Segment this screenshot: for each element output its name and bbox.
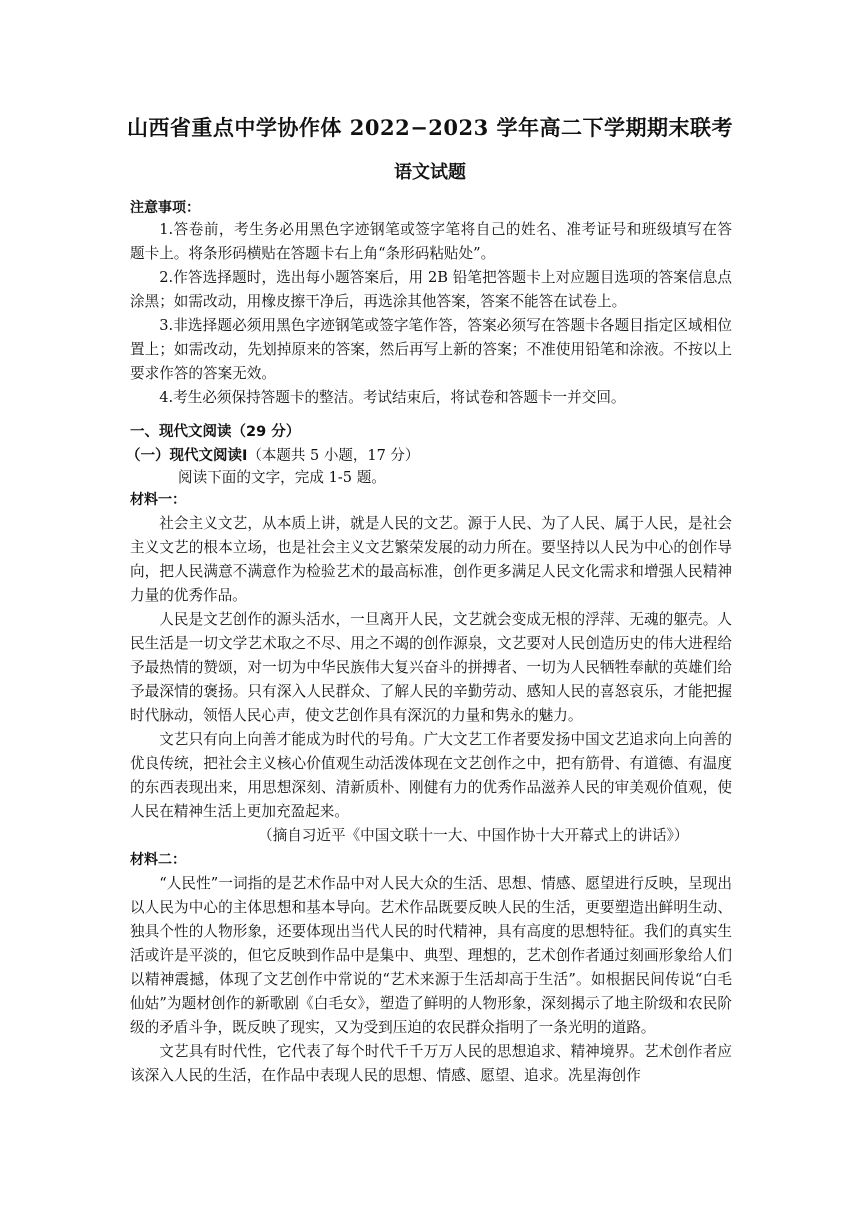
subsection-note: （本题共 5 小题，17 分） — [247, 448, 420, 464]
subsection-heading — [126, 444, 728, 468]
paragraph: “人民性”一词指的是艺术作品中对人民大众的生活、思想、情感、愿望进行反映，呈现出以人民为中心的主体思想和基本导向。艺术作品既要反映人民的生活，更要塑造出鲜明生动、独具个性的人物形象，还要体现出当代人民的时代精神，具有高度的思想特征。我们的真实生活或许是平淡的，但它反映到作品中是集中、典型、理想的，艺术创作者通过刻画形象给人们以精神震撼，体现了文艺创作中常说的“艺术来源于生活却高于生活”。如根据民间传说“白毛仙姑”为题材创作的新歌剧《白毛女》，塑造了鲜明的人物形象，深刻揭示了地主阶级和农民阶级的矛盾斗争，既反映了现实，又为受到压迫的农民群众指明了一条光明的道路。 — [130, 875, 732, 1036]
section-heading: 一、现代文阅读（29 分） — [130, 424, 301, 440]
subsection-title: （一）现代文阅读Ⅰ — [126, 448, 248, 464]
paragraph: 人民是文艺创作的源头活水，一旦离开人民，文艺就会变成无根的浮萍、无魂的躯壳。人民生活是一切文学艺术取之不尽、用之不竭的创作源泉，文艺要对人民创造历史的伟大进程给予最热情的赞颂，对一切为中华民族伟大复兴奋斗的拼搏者、一切为人民牺牲奉献的英雄们给予最深情的褒扬。只有深入人民群众、了解人民的辛勤劳动、感知人民的喜怒哀乐，才能把握时代脉动，领悟人民心声，使文艺创作具有深沉的力量和隽永的魅力。 — [130, 611, 732, 724]
paragraph: 社会主义文艺，从本质上讲，就是人民的文艺。源于人民、为了人民、属于人民，是社会主义文艺的根本立场，也是社会主义文艺繁荣发展的动力所在。要坚持以人民为中心的创作导向，把人民满意不满意作为检验艺术的最高标准，创作更多满足人民文化需求和增强人民精神力量的优秀作品。 — [130, 515, 732, 604]
exam-subtitle: 语文试题 — [394, 162, 466, 183]
notes-heading: 注意事项： — [130, 200, 200, 216]
notes-list — [130, 218, 732, 410]
note-item: 4.考生必须保持答题卡的整洁。考试结束后，将试卷和答题卡一并交回。 — [159, 389, 626, 406]
note-item: 3.非选择题必须用黑色字迹钢笔或签字笔作答，答案必须写在答题卡各题目指定区域相位置上；如需改动，先划掉原来的答案，然后再写上新的答案；不准使用铅笔和涂液。不按以上要求作答的答案无效。 — [130, 317, 732, 382]
material-one-label: 材料一： — [130, 492, 186, 508]
exam-title: 山西省重点中学协作体 2022−2023 学年高二下学期期末联考 — [126, 115, 734, 140]
note-item: 1.答卷前，考生务必用黑色字迹钢笔或签字笔将自己的姓名、准考证号和班级填写在答 题卡上。将条形码横贴在答题卡右上角“条形码粘贴处”。 — [130, 221, 732, 262]
reading-instruction: 阅读下面的文字，完成 1-5 题。 — [178, 469, 386, 486]
material-two-body — [130, 872, 732, 1088]
material-one-body — [130, 512, 732, 824]
paragraph: 文艺只有向上向善才能成为时代的号角。广大文艺工作者要发扬中国文艺追求向上向善的优良传统，把社会主义核心价值观生动活泼体现在文艺创作之中，把有筋骨、有道德、有温度的东西表现出来，用思想深刻、清新质朴、刚健有力的优秀作品滋养人民的审美观价值观，使人民在精神生活上更加充盈起来。 — [130, 731, 732, 820]
material-two-label: 材料二： — [130, 852, 186, 868]
note-item: 2.作答选择题时，选出每小题答案后，用 2B 铅笔把答题卡上对应题目选项的答案信息点涂黑；如需改动，用橡皮擦干净后，再选涂其他答案，答案不能答在试卷上。 — [130, 269, 732, 310]
paragraph: 文艺具有时代性，它代表了每个时代千千万万人民的思想追求、精神境界。艺术创作者应该深入人民的生活，在作品中表现人民的思想、情感、愿望、追求。冼星海创作 — [130, 1043, 732, 1084]
material-one-source: （摘自习近平《中国文联十一大、中国作协十大开幕式上的讲话》） — [258, 827, 689, 844]
